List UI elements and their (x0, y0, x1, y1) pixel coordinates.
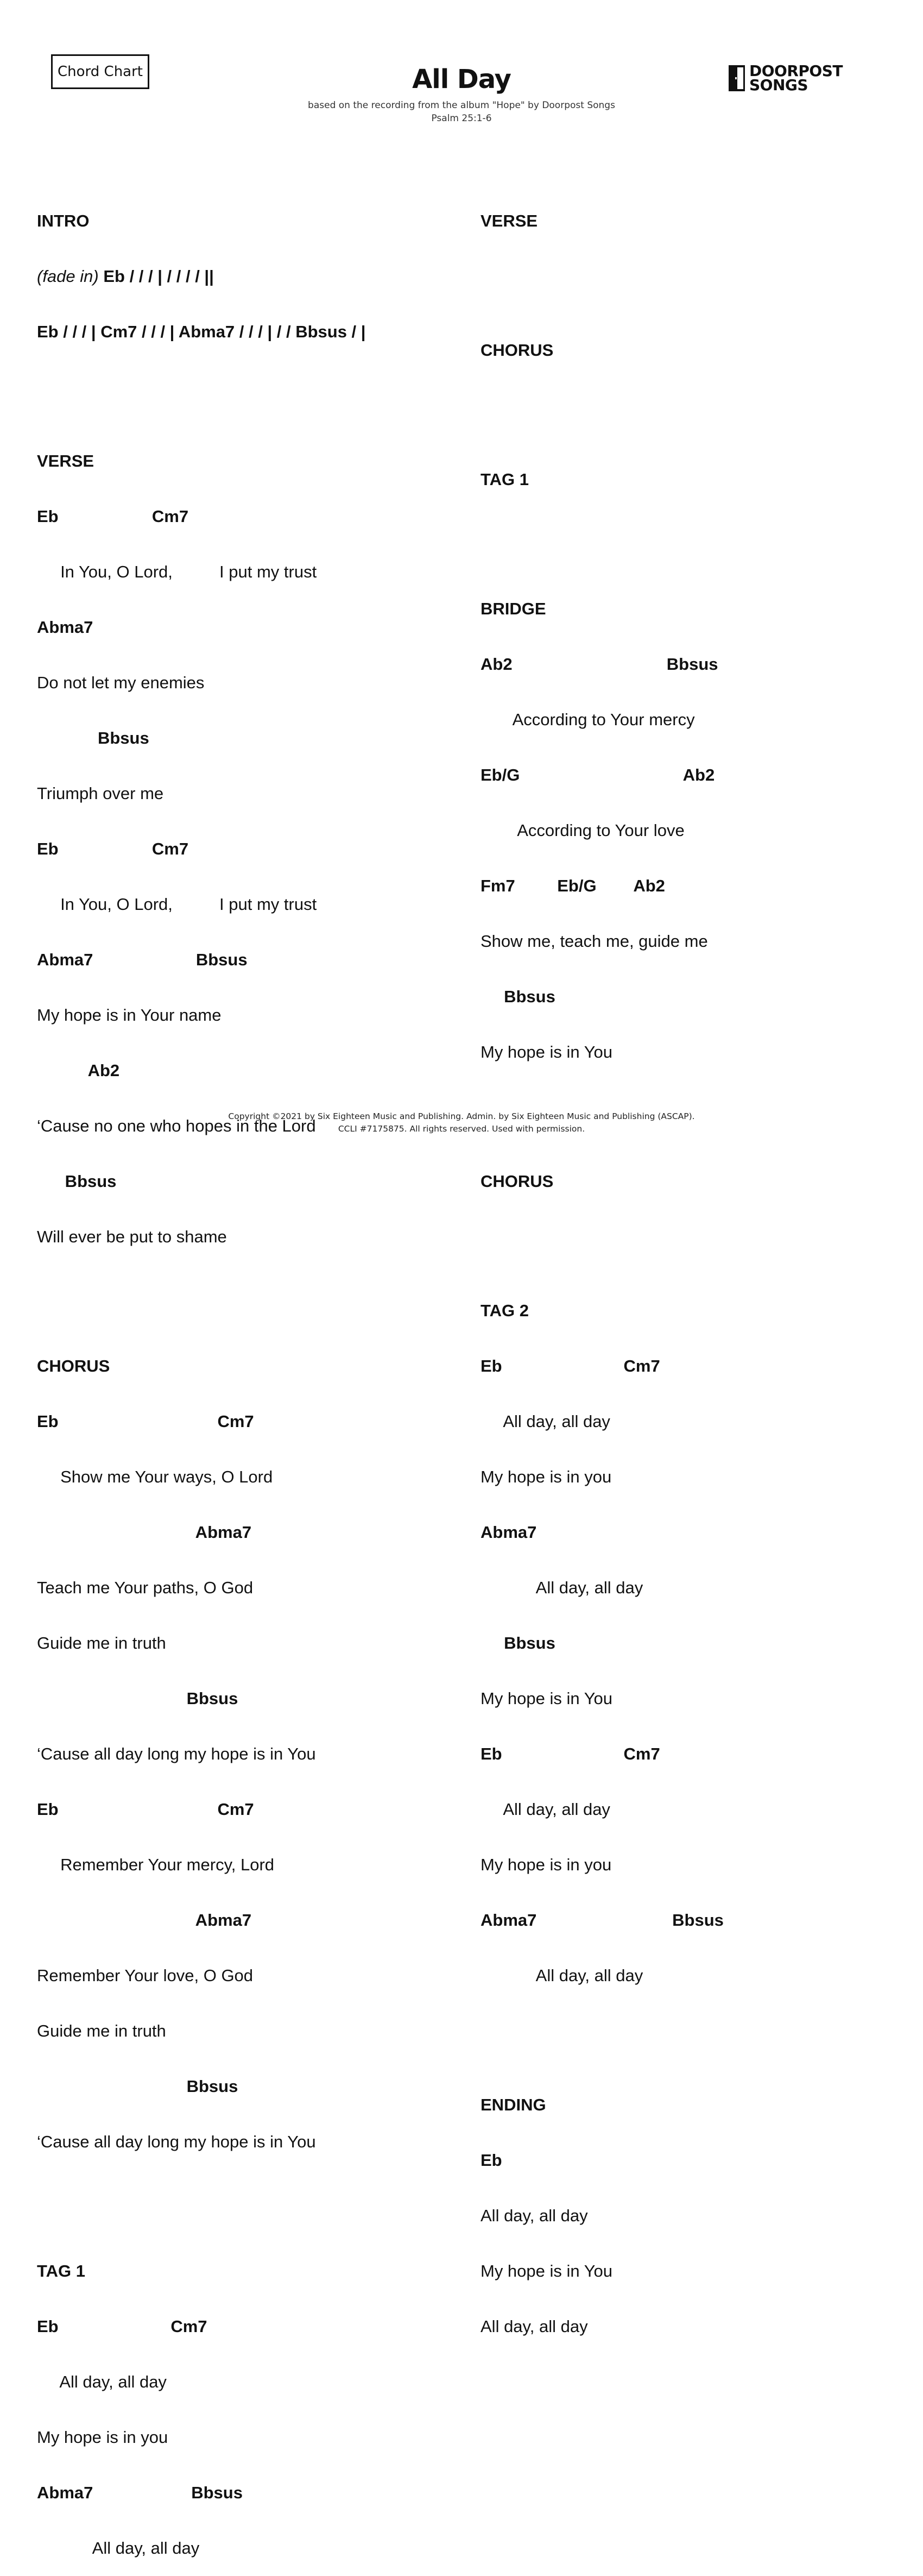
lyric-line: My hope is in You (481, 1689, 613, 1708)
section-heading-tag-2: TAG 2 (481, 1301, 529, 1320)
lyric-line: Show me, teach me, guide me (481, 932, 708, 951)
copyright-line: Copyright ©2021 by Six Eighteen Music and Publishing. Admin. by Six Eighteen Music and Publishing (ASCAP). (228, 1111, 695, 1121)
lyric-line: Show me Your ways, O Lord (37, 1467, 273, 1486)
doorpost-songs-logo (728, 64, 843, 92)
lyric-line: According to Your mercy (481, 710, 695, 729)
chord-line: Bbsus (37, 2077, 238, 2096)
door-icon (728, 64, 746, 92)
chord-line: Fm7 Eb/G Ab2 (481, 876, 665, 895)
chord-line: Bbsus (37, 1689, 238, 1708)
lyric-line: Remember Your mercy, Lord (37, 1855, 275, 1874)
chord-line: Ab2 Bbsus (481, 655, 718, 674)
lyric-line: Teach me Your paths, O God (37, 1578, 254, 1597)
chord-line: Abma7 Bbsus (37, 2483, 243, 2502)
left-column (37, 175, 365, 2576)
intro-fade-note: (fade in) (37, 267, 104, 286)
intro-line-1 (37, 267, 365, 286)
section-heading-chorus: CHORUS (481, 1172, 554, 1191)
section-heading-bridge: BRIDGE (481, 599, 546, 618)
chord-line: Abma7 (37, 1523, 252, 1542)
lyric-line: According to Your love (481, 821, 685, 840)
lyric-line: Triumph over me (37, 784, 164, 803)
intro-chords-1: Eb / / / | / / / / || (103, 267, 214, 286)
chord-line: Eb Cm7 (37, 1412, 254, 1431)
chord-line: Ab2 (37, 1061, 120, 1080)
lyric-line: All day, all day (37, 2372, 167, 2391)
section-heading-tag-1: TAG 1 (37, 2261, 85, 2280)
lyric-line: All day, all day (481, 1412, 610, 1431)
lyric-line: All day, all day (481, 2206, 588, 2225)
chord-line: Eb (481, 2151, 502, 2170)
chord-line: Abma7 (481, 1523, 537, 1542)
chord-line: Eb Cm7 (481, 1356, 660, 1375)
lyric-line: My hope is in You (481, 2261, 613, 2280)
lyric-line: ‘Cause all day long my hope is in You (37, 1744, 316, 1763)
chord-line: Bbsus (481, 987, 555, 1006)
chord-line: Abma7 (37, 618, 93, 637)
right-column (481, 175, 724, 2354)
chord-line: Eb Cm7 (37, 2317, 207, 2336)
lyric-line: ‘Cause no one who hopes in the Lord (37, 1116, 316, 1135)
chord-line: Eb Cm7 (37, 1800, 254, 1819)
intro-chords-2: Eb / / / | Cm7 / / / | Abma7 / / / | / / Bbsus / | (37, 322, 366, 341)
song-title: All Day (412, 64, 511, 95)
lyric-line: All day, all day (481, 1966, 643, 1985)
logo-wordmark (749, 64, 843, 92)
lyric-line: Guide me in truth (37, 2021, 166, 2040)
chord-line: Abma7 (37, 1911, 252, 1930)
lyric-line: My hope is in you (481, 1855, 612, 1874)
chord-line: Abma7 Bbsus (481, 1911, 724, 1930)
lyric-line: All day, all day (481, 1800, 610, 1819)
section-heading-chorus: CHORUS (37, 1356, 110, 1375)
logo-line-1: DOORPOST (749, 62, 843, 80)
section-heading-tag-1: TAG 1 (481, 470, 529, 489)
chord-line: Eb Cm7 (37, 507, 189, 526)
lyric-line: My hope is in You (481, 1042, 613, 1061)
chord-line: Bbsus (37, 728, 149, 747)
subtitle: based on the recording from the album "Hope" by Doorpost Songs (308, 100, 615, 111)
lyric-line: Do not let my enemies (37, 673, 205, 692)
lyric-line: My hope is in you (37, 2428, 168, 2447)
lyric-line: All day, all day (481, 2317, 588, 2336)
lyric-line: All day, all day (37, 2539, 200, 2558)
chord-line: Eb Cm7 (481, 1744, 660, 1763)
section-heading-chorus: CHORUS (481, 341, 554, 360)
lyric-line: Will ever be put to shame (37, 1227, 227, 1246)
chord-line: Eb/G Ab2 (481, 765, 715, 784)
logo-line-2: SONGS (749, 76, 808, 94)
section-heading-verse: VERSE (481, 211, 538, 230)
section-heading-ending: ENDING (481, 2095, 546, 2114)
chord-line: Bbsus (37, 1172, 117, 1191)
section-heading-intro: INTRO (37, 211, 90, 230)
ccli-line: CCLI #7175875. All rights reserved. Used with permission. (338, 1124, 585, 1134)
copyright-footer (0, 1110, 923, 1135)
chord-line: Bbsus (481, 1633, 555, 1653)
lyric-line: All day, all day (481, 1578, 643, 1597)
scripture-reference: Psalm 25:1-6 (431, 113, 492, 124)
chord-line: Eb Cm7 (37, 839, 189, 858)
chord-line: Abma7 Bbsus (37, 950, 248, 969)
lyric-line: Remember Your love, O God (37, 1966, 254, 1985)
lyric-line: My hope is in you (481, 1467, 612, 1486)
lyric-line: My hope is in Your name (37, 1006, 222, 1025)
lyric-line: ‘Cause all day long my hope is in You (37, 2132, 316, 2151)
lyric-line: In You, O Lord, I put my trust (37, 562, 317, 581)
section-heading-verse: VERSE (37, 451, 94, 470)
lyric-line: In You, O Lord, I put my trust (37, 895, 317, 914)
chord-chart-label: Chord Chart (51, 54, 149, 89)
lyric-line: Guide me in truth (37, 1633, 166, 1653)
